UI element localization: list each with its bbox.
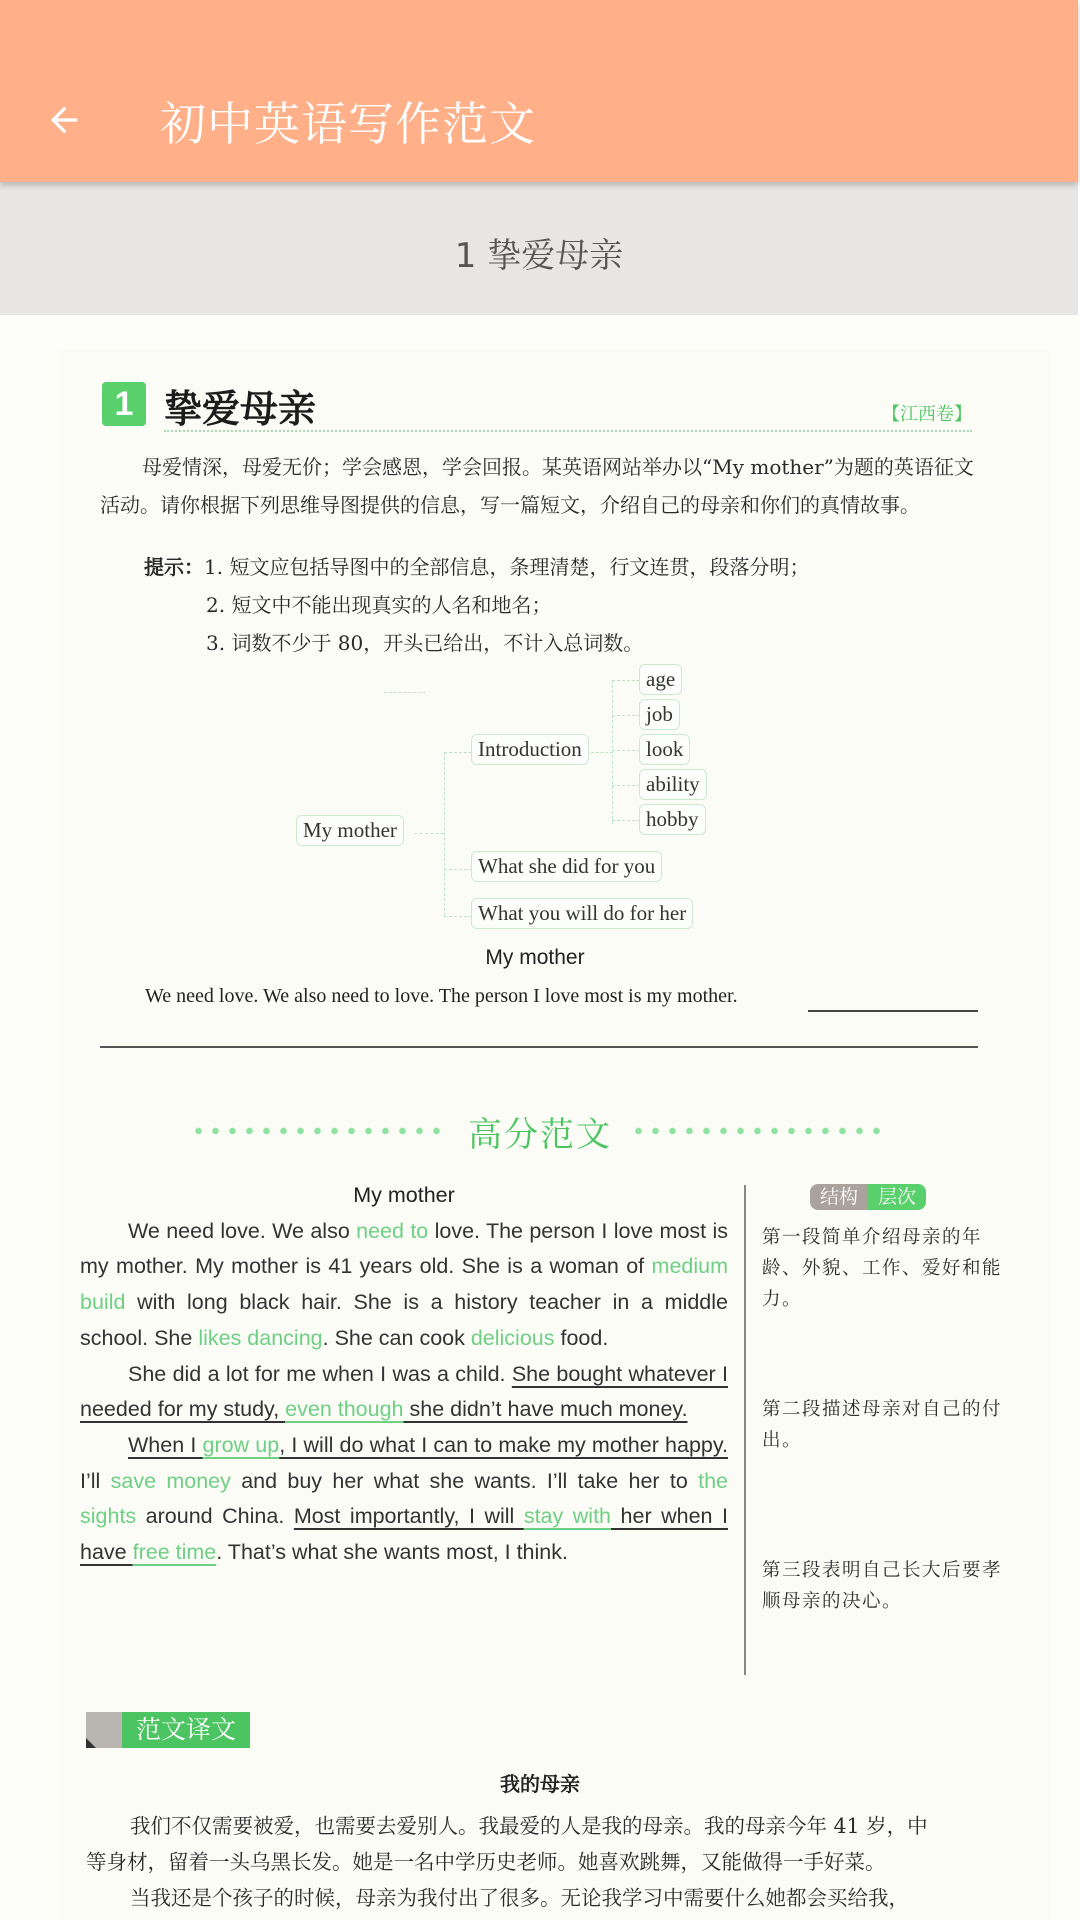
app-bar: [0, 0, 1078, 182]
essay-text: When I: [128, 1432, 203, 1457]
mind-map-branch: What she did for you: [471, 851, 662, 882]
essay-text: and buy her what she wants. I’ll take her to: [230, 1468, 699, 1493]
section-dotted-rule: [164, 430, 972, 432]
mind-map-connector: [414, 833, 444, 834]
essay-text: love. The person I love most is my mother. My mother is 41 years old. She is a woman of: [80, 1218, 728, 1279]
column-divider: [744, 1185, 746, 1675]
essay-text: food.: [554, 1325, 609, 1350]
highlighted-phrase: stay with: [523, 1504, 612, 1529]
essay-text: . That’s what she wants most, I think.: [216, 1540, 568, 1565]
mind-map-branch: What you will do for her: [471, 898, 693, 929]
highlighted-phrase: save money: [110, 1468, 231, 1493]
translation-line: 我们不仅需要被爱，也需要去爱别人。我最爱的人是我的母亲。我的母亲今年 41 岁，中: [130, 1814, 928, 1838]
highlighted-phrase: grow up: [202, 1432, 280, 1457]
highlighted-phrase: even though: [285, 1397, 404, 1422]
model-essay-label: 高分范文: [468, 1114, 612, 1155]
essay-text: she didn’t have much money.: [403, 1397, 688, 1422]
structure-note: 第一段简单介绍母亲的年龄、外貌、工作、爱好和能力。: [762, 1227, 1003, 1310]
essay-text: with long black hair. She is a history teacher in a middle school. She: [80, 1290, 728, 1350]
article-title-bar: [0, 182, 1078, 315]
essay-paragraph: [80, 1357, 728, 1428]
prompt-intro-line: 活动。请你根据下列思维导图提供的信息，写一篇短文，介绍自己的母亲和你们的真情故事。: [100, 493, 920, 517]
essay-text: , I will do what I can to make my mother happy.: [279, 1432, 728, 1457]
mind-map-connector: [612, 785, 640, 786]
mind-map-connector: [444, 752, 472, 753]
mind-map-connector: [444, 869, 472, 870]
essay-text: around China.: [136, 1504, 294, 1529]
mind-map-connector: [612, 680, 613, 824]
dotted-decoration: [630, 1127, 890, 1135]
mind-map-leaf: look: [639, 734, 690, 765]
tip-item: 2. 短文中不能出现真实的人名和地名；: [206, 593, 552, 617]
translation-badge: [86, 1712, 250, 1748]
mind-map-leaf: hobby: [639, 804, 706, 835]
model-essay-heading: [190, 1108, 890, 1154]
structure-note: 第二段描述母亲对自己的付出。: [762, 1399, 1003, 1451]
model-essay-title: My mother: [353, 1183, 455, 1207]
app-title: 初中英语写作范文: [160, 97, 536, 151]
essay-text: her when I have: [80, 1504, 729, 1565]
translation-body: [86, 1808, 1000, 1916]
essay-paragraph: [80, 1214, 728, 1357]
essay-text: Most importantly, I will: [293, 1504, 524, 1529]
essay-paragraph: [80, 1428, 728, 1571]
essay-text: I’ll: [80, 1468, 111, 1493]
highlighted-phrase: the sights: [80, 1468, 729, 1529]
mind-map-leaf: age: [639, 664, 682, 695]
writing-opening: We need love. We also need to love. The person I love most is my mother.: [145, 985, 738, 1007]
answer-blank: [808, 1010, 978, 1012]
mind-map-leaf: job: [639, 699, 680, 730]
prompt-intro-line: 母爱情深，母爱无价；学会感恩，学会回报。某英语网站举办以“My mother”为题的英语征文: [142, 455, 974, 479]
mind-map-connector: [612, 680, 640, 681]
back-button[interactable]: [36, 92, 92, 148]
mind-map-leaf: ability: [639, 769, 707, 800]
tip-item: 1. 短文应包括导图中的全部信息，条理清楚，行文连贯，段落分明；: [204, 555, 810, 579]
answer-line: [100, 1046, 978, 1048]
structure-badge: [810, 1184, 926, 1210]
mind-map-connector: [444, 752, 445, 916]
tip-item: 3. 词数不少于 80，开头已给出，不计入总词数。: [206, 631, 644, 655]
dotted-decoration: [190, 1127, 450, 1135]
section-number-badge: 1: [102, 382, 146, 426]
arrow-left-icon: [44, 100, 84, 140]
writing-title: My mother: [485, 946, 585, 969]
section-header: [102, 382, 972, 432]
essay-text: She bought whatever I needed for my study,: [80, 1361, 728, 1422]
highlighted-phrase: medium build: [80, 1254, 728, 1315]
prompt-tips: [144, 548, 809, 662]
structure-badge-right: 层次: [868, 1184, 926, 1210]
highlighted-phrase: need to: [356, 1218, 429, 1243]
mind-map-connector: [612, 715, 640, 716]
tips-label: 提示：: [144, 555, 204, 579]
structure-note: 第三段表明自己长大后要孝顺母亲的决心。: [762, 1560, 1003, 1612]
article-title: 1 挚爱母亲: [454, 236, 624, 276]
mind-map-connector: [444, 916, 472, 917]
prompt-intro: [100, 448, 980, 524]
translation-line: 当我还是个孩子的时候，母亲为我付出了很多。无论我学习中需要什么她都会买给我，: [130, 1886, 909, 1910]
mind-map-branch: Introduction: [471, 734, 589, 765]
folded-corner-icon: [86, 1712, 122, 1748]
mind-map-connector: [612, 820, 640, 821]
translation-badge-label: 范文译文: [122, 1712, 250, 1748]
section-title: 挚爱母亲: [164, 387, 317, 431]
mind-map-connector: [612, 750, 640, 751]
structure-badge-left: 结构: [810, 1184, 868, 1210]
essay-text: We need love. We also: [128, 1218, 357, 1243]
translation-title: 我的母亲: [500, 1772, 580, 1796]
essay-text: . She can cook: [322, 1325, 471, 1350]
translation-line: 等身材，留着一头乌黑长发。她是一名中学历史老师。她喜欢跳舞，又能做得一手好菜。: [86, 1850, 886, 1874]
highlighted-phrase: likes dancing: [198, 1325, 323, 1350]
mind-map-root: My mother: [296, 815, 404, 846]
highlighted-phrase: free time: [132, 1540, 217, 1565]
essay-text: She did a lot for me when I was a child.: [128, 1361, 512, 1386]
section-source-tag: 【江西卷】: [882, 404, 972, 425]
highlighted-phrase: delicious: [470, 1325, 555, 1350]
model-essay: [80, 1178, 728, 1571]
mind-map-connector: [591, 752, 613, 753]
mind-map-connector: [384, 692, 426, 693]
